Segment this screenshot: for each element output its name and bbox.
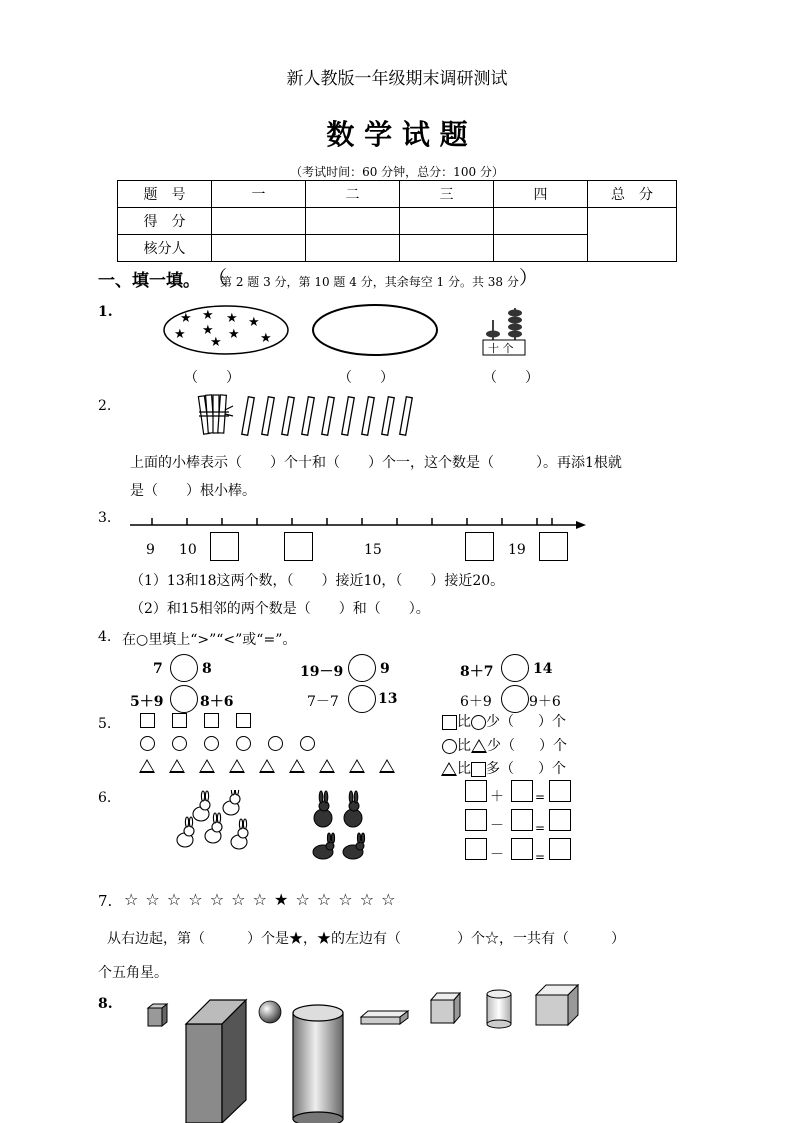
score-cell[interactable] <box>306 235 400 262</box>
svg-text:★: ★ <box>202 323 214 338</box>
question-number: 6. <box>98 790 112 806</box>
table-header-cell: 一 <box>212 181 306 208</box>
tall-cuboid-icon <box>186 1000 246 1123</box>
equation-box[interactable] <box>549 780 571 802</box>
compare-circle[interactable] <box>501 685 529 713</box>
question-number: 2. <box>98 398 112 414</box>
q5-sentence: 比 少（ ）个 <box>442 735 567 755</box>
compare-circle[interactable] <box>348 685 376 713</box>
answer-box[interactable] <box>284 532 313 561</box>
rabbit-icon <box>313 791 365 859</box>
question-number: 4. <box>98 629 112 645</box>
triangle-icon <box>139 759 155 773</box>
table-header-cell: 三 <box>400 181 494 208</box>
compare-right: 8 <box>202 661 212 677</box>
exam-info: （考试时间：60 分钟，总分：100 分） <box>290 165 504 179</box>
triangle-icon <box>471 739 487 753</box>
question-number: 8. <box>98 996 113 1012</box>
circle-row <box>140 733 332 752</box>
abacus-label: 十 个 <box>488 342 514 355</box>
square-icon <box>471 762 486 777</box>
triangle-icon <box>289 759 305 773</box>
answer-box[interactable] <box>465 532 494 561</box>
compare-left: 19－9 <box>300 664 344 680</box>
page-title: 数 学 试 题 <box>326 118 468 151</box>
paren-close: ） <box>519 267 539 289</box>
equation-box[interactable] <box>549 838 571 860</box>
equation-box[interactable] <box>465 809 487 831</box>
cylinder-icon <box>293 1005 343 1123</box>
operator: － <box>490 847 504 863</box>
table-row-label: 核分人 <box>118 235 212 262</box>
compare-circle[interactable] <box>170 685 198 713</box>
triangle-icon <box>349 759 365 773</box>
circle-icon <box>268 736 283 751</box>
q1-figures <box>160 300 600 362</box>
tick-label: 10 <box>179 542 197 558</box>
stick-bundle-icon <box>198 395 233 434</box>
triangle-icon <box>379 759 395 773</box>
compare-circle[interactable] <box>348 654 376 682</box>
table-header-cell: 总 分 <box>588 181 677 208</box>
triangle-icon <box>229 759 245 773</box>
paren-open: （ <box>208 267 228 289</box>
question-number: 3. <box>98 510 112 526</box>
equals-sign: = <box>535 850 546 864</box>
sticks-figure <box>195 390 415 440</box>
compare-left: 6＋9 <box>460 694 492 710</box>
equation-box[interactable] <box>465 780 487 802</box>
triangle-icon <box>441 762 457 776</box>
circle-icon <box>471 715 486 730</box>
circle-icon <box>300 736 315 751</box>
compare-right: 13 <box>378 691 398 707</box>
star-row: ☆ ☆ ☆ ☆ ☆ ☆ ☆ ★ ☆ ☆ ☆ ☆ ☆ <box>124 890 397 909</box>
compare-left: 5＋9 <box>130 694 164 710</box>
q3-sub1: （1）13和18这两个数，（ ）接近10，（ ）接近20。 <box>130 573 505 589</box>
circle-icon <box>172 736 187 751</box>
small-cylinder-icon <box>487 990 511 1028</box>
tick-label: 19 <box>508 542 526 558</box>
triangle-icon <box>199 759 215 773</box>
equation-box[interactable] <box>465 838 487 860</box>
compare-right: 8＋6 <box>200 694 234 710</box>
table-header-cell: 题 号 <box>118 181 212 208</box>
svg-text:★: ★ <box>228 327 240 342</box>
q3-sub2: （2）和15相邻的两个数是（ ）和（ ）。 <box>130 601 430 617</box>
svg-text:★: ★ <box>210 335 222 350</box>
q7-line1: 从右边起，第（ ）个是★，★的左边有（ ）个☆，一共有（ ） <box>107 931 625 947</box>
triangle-row <box>139 755 395 774</box>
answer-box[interactable] <box>210 532 239 561</box>
score-cell[interactable] <box>494 208 588 235</box>
white-rabbits-figure <box>175 790 265 865</box>
svg-text:★: ★ <box>260 331 272 346</box>
compare-left: 8＋7 <box>460 664 494 680</box>
score-cell[interactable] <box>400 235 494 262</box>
large-cube-icon <box>536 985 578 1025</box>
circle-icon <box>442 739 457 754</box>
score-cell[interactable] <box>306 208 400 235</box>
score-cell[interactable] <box>212 235 306 262</box>
table-header-cell: 二 <box>306 181 400 208</box>
q4-instruction: 在○里填上“>”“<”或“=”。 <box>122 632 297 648</box>
table-row-label: 得 分 <box>118 208 212 235</box>
triangle-icon <box>319 759 335 773</box>
equation-box[interactable] <box>511 780 533 802</box>
compare-left: 7－7 <box>307 694 339 710</box>
square-icon <box>172 713 187 728</box>
square-icon <box>236 713 251 728</box>
svg-text:★: ★ <box>248 315 260 330</box>
compare-left: 7 <box>153 661 163 677</box>
rabbit-icon <box>177 790 248 849</box>
answer-blank[interactable]: （ ） <box>338 370 394 386</box>
equation-box[interactable] <box>511 838 533 860</box>
score-table <box>117 180 677 262</box>
solid-shapes-figure <box>140 980 590 1123</box>
triangle-icon <box>259 759 275 773</box>
score-cell[interactable] <box>212 208 306 235</box>
operator: － <box>490 818 504 834</box>
equals-sign: = <box>535 821 546 835</box>
circle-icon <box>204 736 219 751</box>
square-row <box>140 710 268 729</box>
flat-cuboid-icon <box>361 1011 408 1024</box>
compare-right: 9 <box>380 661 390 677</box>
square-icon <box>204 713 219 728</box>
answer-box[interactable] <box>539 532 568 561</box>
circle-icon <box>140 736 155 751</box>
exam-subtitle: 新人教版一年级期末调研测试 <box>286 69 508 89</box>
q2-line2: 是（ ）根小棒。 <box>130 483 256 499</box>
tick-label: 9 <box>146 542 155 558</box>
section-heading: 一、填一填。 <box>98 271 200 291</box>
question-number: 5. <box>98 716 112 732</box>
q7-line2: 个五角星。 <box>98 965 168 981</box>
number-line <box>128 516 588 534</box>
score-cell[interactable] <box>400 208 494 235</box>
sphere-icon <box>259 1001 281 1023</box>
equation-box[interactable] <box>549 809 571 831</box>
compare-right: 14 <box>533 661 553 677</box>
answer-blank[interactable]: （ ） <box>483 370 539 386</box>
svg-text:★: ★ <box>180 311 192 326</box>
equals-sign: = <box>535 790 546 804</box>
q2-line1: 上面的小棒表示（ ）个十和（ ）个一，这个数是（ ）。再添1根就 <box>130 455 622 471</box>
compare-circle[interactable] <box>501 654 529 682</box>
operator: ＋ <box>490 789 504 805</box>
total-cell[interactable] <box>588 208 677 262</box>
medium-cube-icon <box>431 993 460 1023</box>
equation-box[interactable] <box>511 809 533 831</box>
svg-text:★: ★ <box>174 327 186 342</box>
circle-icon <box>236 736 251 751</box>
q5-sentence: 比 少（ ）个 <box>442 711 566 731</box>
q5-sentence: 比 多（ ）个 <box>441 758 566 778</box>
tick-label: 15 <box>364 542 382 558</box>
square-icon <box>442 715 457 730</box>
answer-blank[interactable]: （ ） <box>184 370 240 386</box>
square-icon <box>140 713 155 728</box>
compare-circle[interactable] <box>170 654 198 682</box>
table-header-cell: 四 <box>494 181 588 208</box>
star-icon <box>174 308 272 350</box>
question-number: 7. <box>98 892 113 910</box>
svg-text:★: ★ <box>226 311 238 326</box>
small-cube-icon <box>148 1004 167 1026</box>
compare-right: 9＋6 <box>529 694 561 710</box>
svg-text:★: ★ <box>202 308 214 323</box>
triangle-icon <box>169 759 185 773</box>
question-number: 1. <box>98 304 113 320</box>
score-cell[interactable] <box>494 235 588 262</box>
black-rabbits-figure <box>308 790 378 865</box>
section-note: 第 2 题 3 分，第 10 题 4 分，其余每空 1 分。共 38 分 <box>220 275 519 289</box>
single-sticks <box>242 397 413 435</box>
